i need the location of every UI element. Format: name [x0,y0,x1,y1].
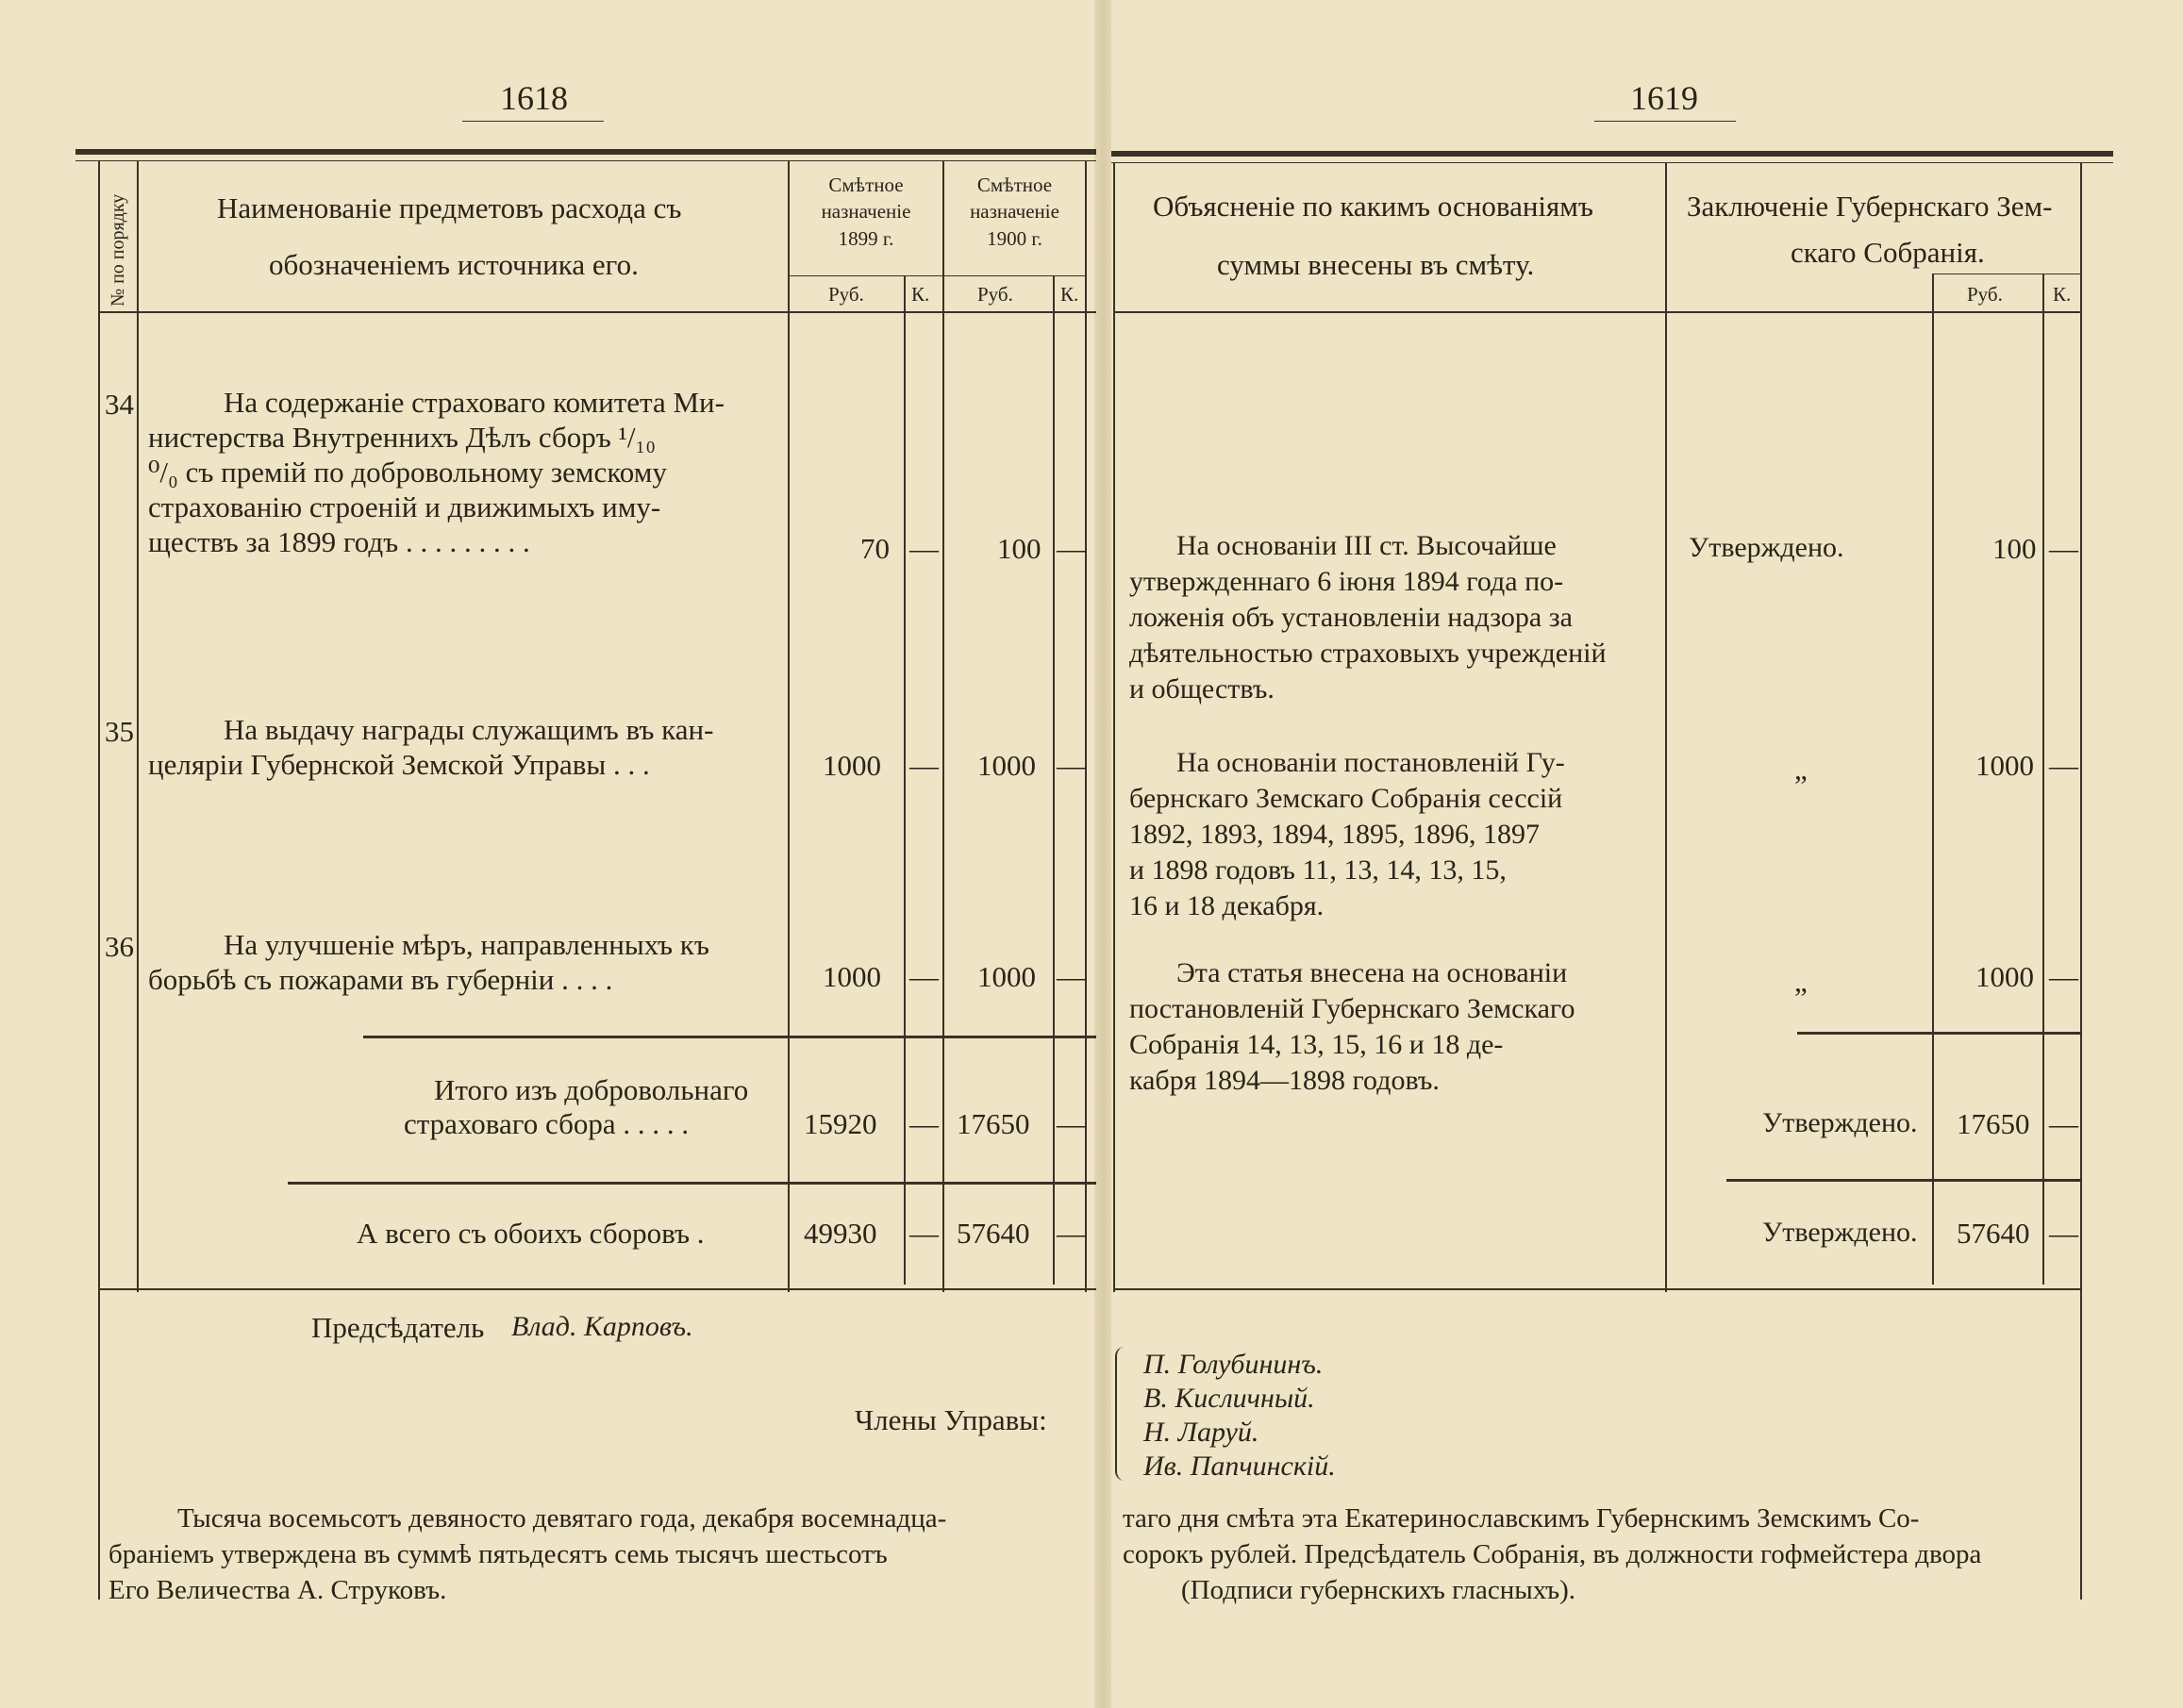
page-number-left: 1618 [500,79,568,117]
chairman-signature: Влад. Карповъ. [511,1311,693,1342]
row-35-expl-line: 1892, 1893, 1894, 1895, 1896, 1897 [1129,819,1540,850]
col-name-divider [788,160,790,1292]
col-1900-header-line2: назначеніе [970,200,1059,224]
col-1899-header-line3: 1899 г. [838,226,894,250]
resolution-left-line1: Тысяча восемьсотъ девяносто девятаго года, декабря восемнадца- [177,1503,947,1534]
col-1899-header-line2: назначеніе [821,200,911,224]
top-thin-rule-right [1111,162,2113,163]
unit-kop-1899: К. [911,283,930,306]
page-number-underline-left [462,121,604,122]
row-35-explanation [1129,745,1653,924]
member-signature-2: В. Кисличный. [1143,1383,1315,1414]
row-34-name-line: нистерства Внутреннихъ Дѣлъ сборъ ¹/₁₀ [148,421,657,454]
row-35-name-line: целяріи Губернской Земской Управы . . . [148,748,650,781]
table-bottom-rule-left [98,1288,1096,1290]
row-36-1900-kop: — [1057,960,1086,993]
total1-1900-kop: — [1057,1107,1086,1140]
total1-1899-kop: — [909,1107,939,1140]
total2-1899-rub: 49930 [804,1217,877,1250]
row-34-name [148,385,771,559]
row-36-concl-rub: 1000 [1975,960,2034,993]
total2-concl-rub: 57640 [1957,1217,2030,1250]
row-34-expl-line: ложенія объ установленіи надзора за [1129,602,1573,633]
col-no-divider [137,160,139,1292]
row-34-expl-line: дѣятельностью страховыхъ учрежденій [1129,638,1607,669]
row-34-concl-rub: 100 [1992,532,2037,565]
row-36-name [148,927,771,997]
header-bottom-rule-right [1113,311,2080,313]
unit-rub-1900: Руб. [977,283,1013,306]
resolution-right-line3: (Подписи губернскихъ гласныхъ). [1181,1575,1576,1605]
row-36-conclusion: „ [1794,965,1808,998]
total2-concl-kop: — [2049,1217,2078,1250]
footer-left-edge [98,1288,100,1600]
total1-concl-rub: 17650 [1957,1107,2030,1140]
members-label: Члены Управы: [855,1403,1047,1436]
row-34-conclusion: Утверждено. [1689,532,1844,563]
row-35-1899-kop: — [909,749,939,782]
resolution-left-line3: Его Величества А. Струковъ. [108,1575,447,1605]
footer-right-edge [2080,1288,2082,1600]
unit-kop-concl: К. [2053,283,2072,306]
row-36-explanation [1129,955,1653,1099]
row-34-explanation [1129,528,1653,707]
row-35-1900-kop: — [1057,749,1086,782]
member-signature-4: Ив. Папчинскій. [1143,1451,1336,1482]
member-signature-1: П. Голубининъ. [1143,1349,1324,1380]
resolution-right-line1: таго дня смѣта эта Екатеринославскимъ Губернскимъ Земскимъ Со- [1123,1503,1920,1534]
col-1900-header-line3: 1900 г. [987,226,1042,250]
row-34-expl-line: утвержденнаго 6 іюня 1894 года по- [1129,566,1564,597]
row-34-expl-line: На основаніи III ст. Высочайше [1176,530,1557,561]
row-34-1899-rub: 70 [860,532,890,565]
total2-rule-right [1726,1179,2080,1182]
col-expl-divider [1665,162,1667,1292]
total1-label-line2: страховаго сбора . . . . . [404,1107,690,1140]
col-name-header-line2: обозначеніемъ источника его. [269,248,639,281]
total1-conclusion: Утверждено. [1762,1107,1918,1138]
row-36-number: 36 [105,930,134,963]
col-concl-kop-divider [2042,274,2044,1285]
col-1900-header [944,172,1085,252]
row-36-expl-line: Собранія 14, 13, 15, 16 и 18 де- [1129,1029,1504,1060]
unit-rub-1899: Руб. [828,283,864,306]
col-concl-header-line1: Заключеніе Губернскаго Зем- [1687,190,2053,223]
row-35-name [148,712,771,782]
left-frame-edge [98,160,100,1292]
header-unit-rule-left [788,275,1085,276]
row-35-concl-kop: — [2049,749,2078,782]
total2-conclusion: Утверждено. [1762,1217,1918,1248]
row-35-conclusion: „ [1794,753,1808,786]
row-34-1899-kop: — [909,532,939,565]
unit-rub-concl: Руб. [1967,283,2003,306]
table-bottom-rule-right [1113,1288,2080,1290]
total2-label: А всего съ обоихъ сборовъ . [357,1217,705,1250]
row-35-name-line: На выдачу награды служащимъ въ кан- [224,713,714,746]
chairman-label: Предсѣдатель [311,1311,485,1344]
row-34-name-line: страхованію строеній и движимыхъ иму- [148,490,661,523]
row-36-expl-line: кабря 1894—1898 годовъ. [1129,1065,1440,1096]
row-35-expl-line: бернскаго Земскаго Собранія сессій [1129,783,1563,814]
row-34-name-line: ⁰/₀ съ премій по добровольному земскому [148,456,667,489]
row-36-1900-rub: 1000 [977,960,1036,993]
row-36-name-line: борьбѣ съ пожарами въ губерніи . . . . [148,963,613,996]
col-1899-header [790,172,942,252]
col-concl-header-line2: скаго Собранія. [1791,236,1985,269]
col-1899-divider [942,160,944,1292]
total2-1900-rub: 57640 [957,1217,1030,1250]
row-34-1900-kop: — [1057,532,1086,565]
row-34-expl-line: и обществъ. [1129,673,1275,705]
total1-rule-right [1797,1032,2080,1035]
total2-1899-kop: — [909,1217,939,1250]
col-concl-rub-left [1932,274,1934,1285]
row-35-1900-rub: 1000 [977,749,1036,782]
row-36-1899-kop: — [909,960,939,993]
total1-rule-left [363,1036,1096,1038]
page-number-underline-right [1594,121,1736,122]
row-35-number: 35 [105,715,134,748]
row-34-number: 34 [105,388,134,421]
col-1900-kop-divider [1053,275,1055,1285]
col-expl-header-line1: Объясненіе по какимъ основаніямъ [1153,190,1593,223]
top-rule-right [1111,151,2113,157]
row-34-1900-rub: 100 [997,532,1042,565]
total1-1900-rub: 17650 [957,1107,1030,1140]
row-36-1899-rub: 1000 [823,960,881,993]
page-number-right: 1619 [1630,79,1698,117]
book-spine [1094,0,1111,1708]
row-35-concl-rub: 1000 [1975,749,2034,782]
right-table-right-edge [2080,162,2082,1292]
right-table-left-edge [1113,162,1115,1292]
col-1899-kop-divider [904,275,906,1285]
header-bottom-rule-left [98,311,1096,313]
resolution-left-line2: браніемъ утверждена въ суммѣ пятьдесятъ семь тысячъ шестьсотъ [108,1539,888,1569]
member-signature-3: Н. Ларуй. [1143,1417,1259,1448]
row-36-expl-line: постановленій Губернскаго Земскаго [1129,993,1575,1024]
row-36-concl-kop: — [2049,960,2078,993]
unit-kop-1900: К. [1060,283,1079,306]
row-36-name-line: На улучшеніе мѣръ, направленныхъ къ [224,928,709,961]
members-brace [1115,1347,1128,1481]
row-35-expl-line: На основаніи постановленій Гу- [1176,747,1565,778]
total2-rule-left [288,1182,1096,1185]
total1-concl-kop: — [2049,1107,2078,1140]
row-35-expl-line: и 1898 годовъ 11, 13, 14, 13, 15, [1129,854,1507,886]
col-1900-header-line1: Смѣтное [976,174,1053,196]
top-rule-left [75,149,1096,155]
col-1899-header-line1: Смѣтное [828,174,904,196]
row-35-expl-line: 16 и 18 декабря. [1129,890,1325,921]
total1-label-line1: Итого изъ добровольнаго [434,1073,749,1106]
col-name-header-line1: Наименованіе предметовъ расхода съ [217,191,682,224]
row-34-concl-kop: — [2049,532,2078,565]
row-34-name-line: На содержаніе страховаго комитета Ми- [224,386,725,419]
row-36-expl-line: Эта статья внесена на основаніи [1176,957,1568,988]
resolution-right-line2: сорокъ рублей. Предсѣдатель Собранія, въ должности гофмейстера двора [1123,1539,1982,1569]
row-35-1899-rub: 1000 [823,749,881,782]
col-expl-header-line2: суммы внесены въ смѣту. [1217,248,1535,281]
row-34-name-line: ществъ за 1899 годъ . . . . . . . . . [148,525,530,558]
col-no-header: № по порядку [108,193,128,307]
total2-1900-kop: — [1057,1217,1086,1250]
total1-1899-rub: 15920 [804,1107,877,1140]
